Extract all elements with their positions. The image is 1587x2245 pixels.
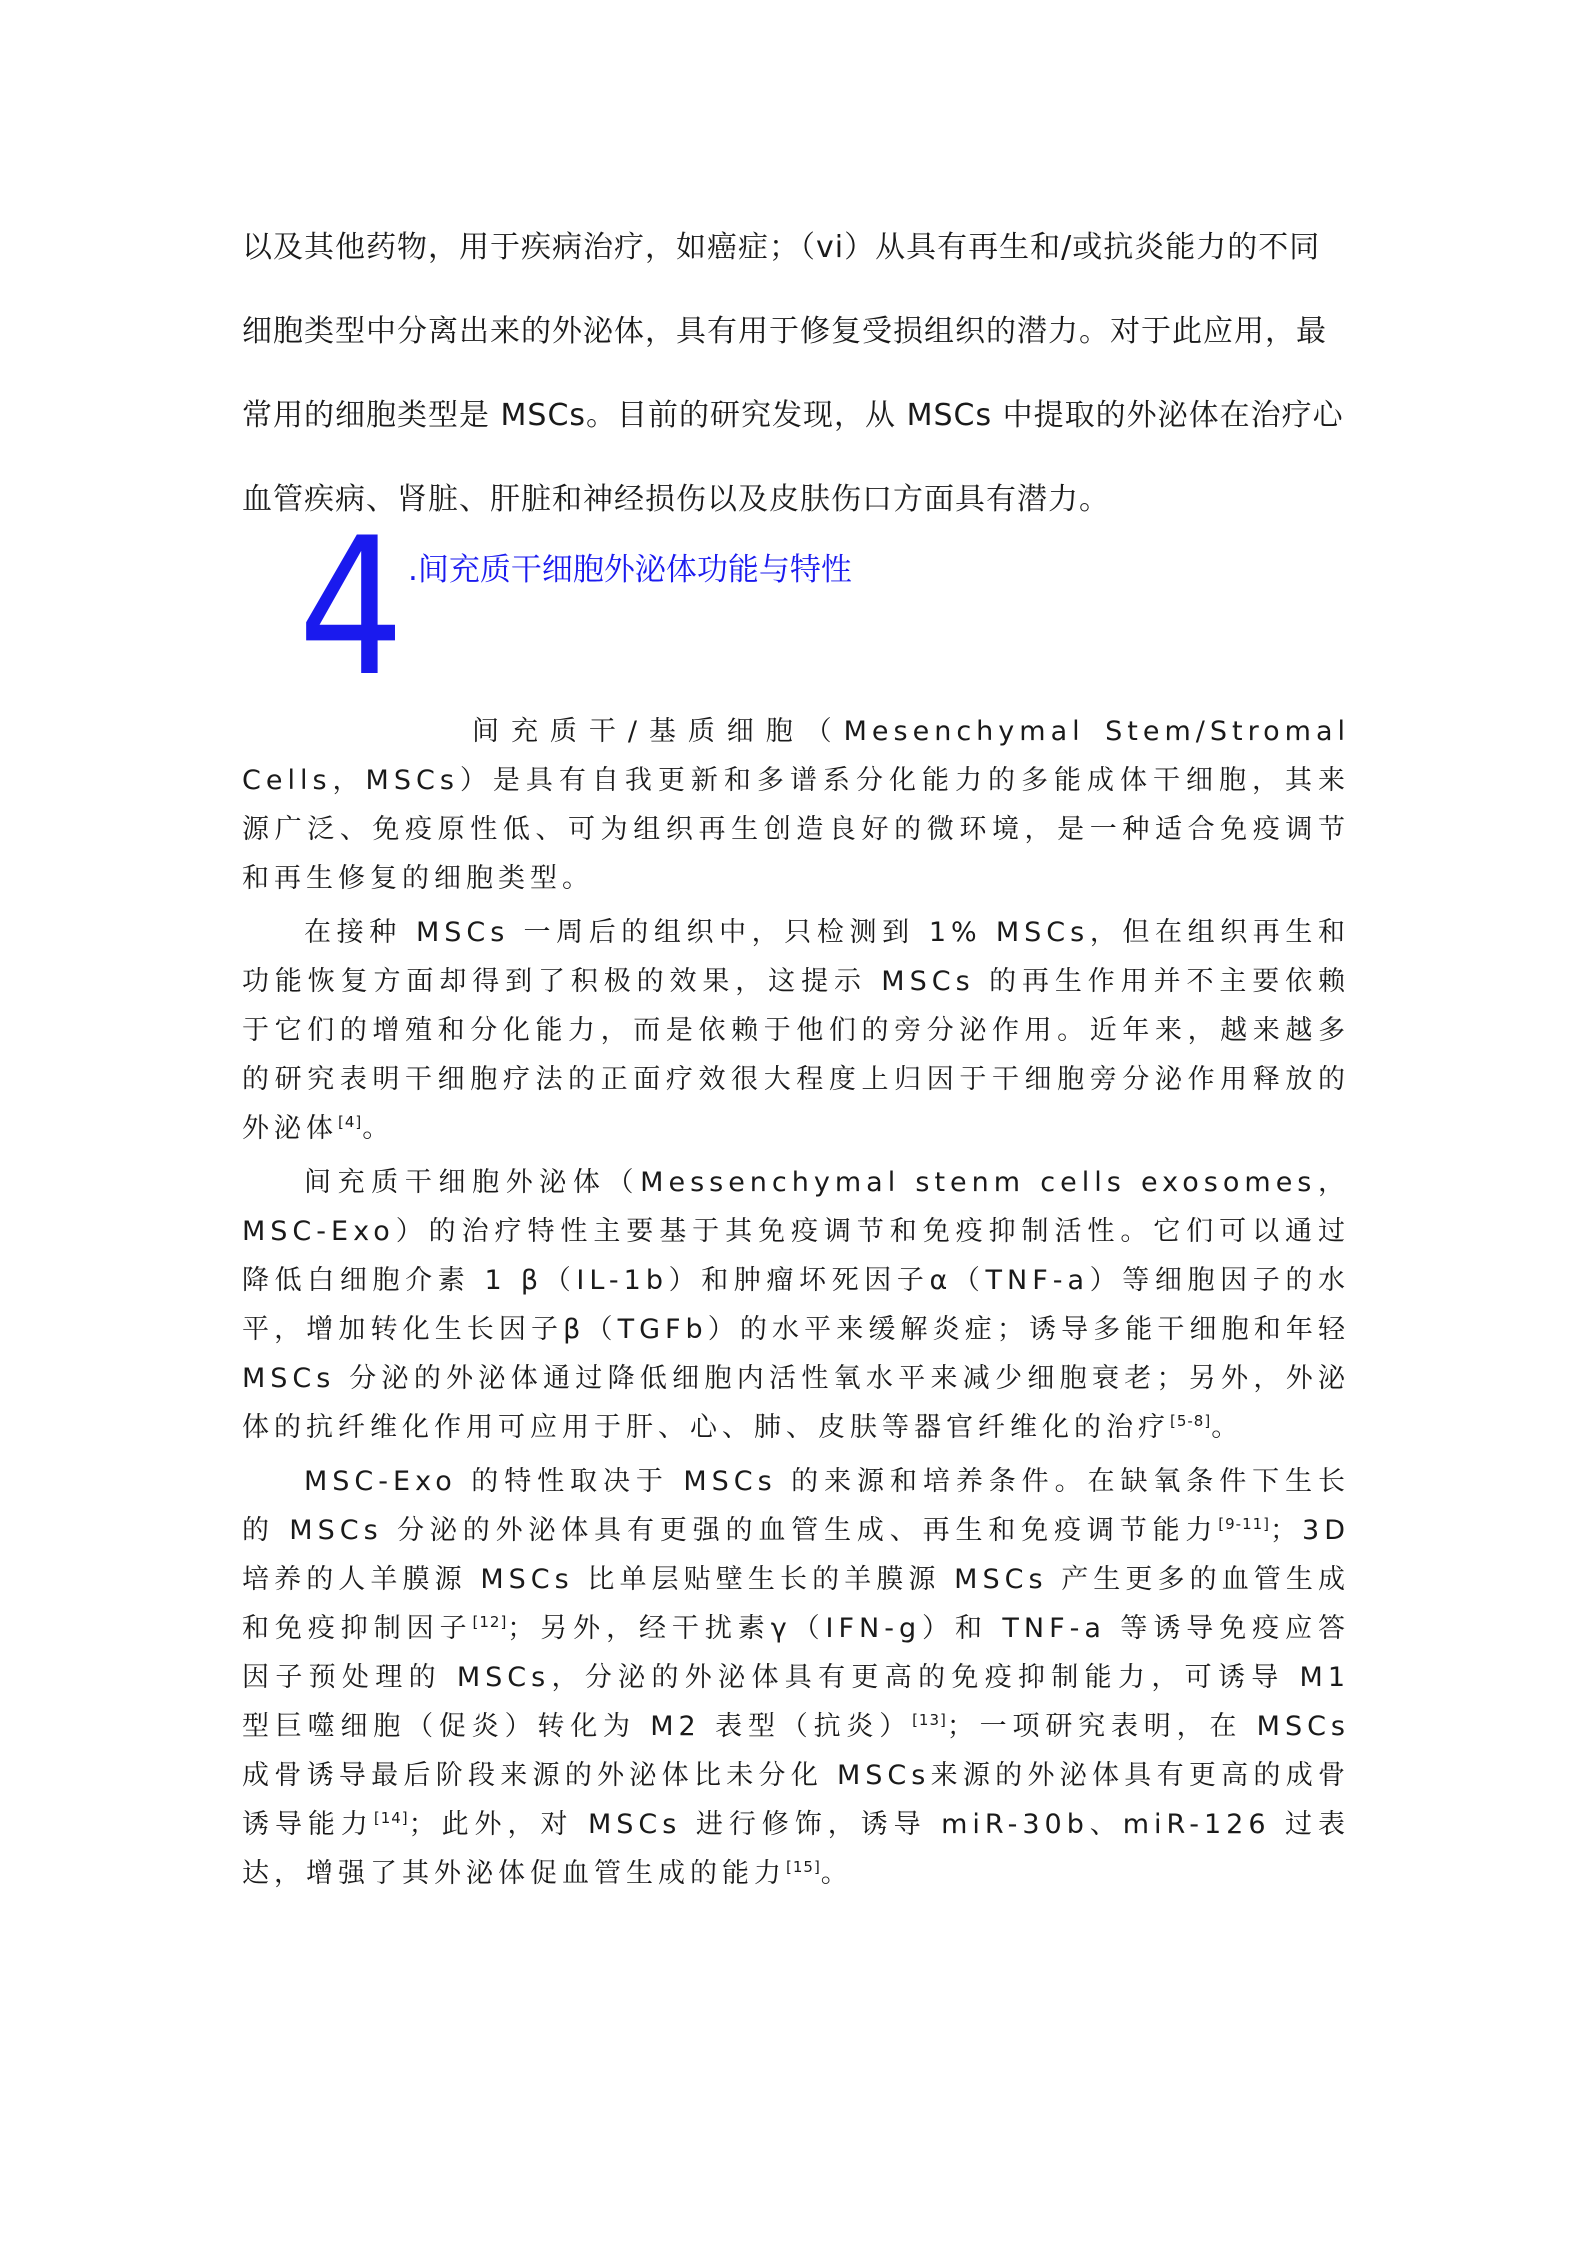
section-body xyxy=(242,707,1350,1903)
paragraph-segment: ；3D 培养的人羊膜源 MSCs 比单层贴壁生长的羊膜源 MSCs 产生更多的血管生成和免疫抑制因子 xyxy=(242,1515,1350,1644)
citation-ref: [4] xyxy=(338,1113,363,1131)
paragraph-text: 间充质干细胞外泌体（Messenchymal stenm cells exosomes，MSC-Exo）的治疗特性主要基于其免疫调节和免疫抑制活性。它们可以通过降低白细胞介素 1 β（IL-1b）和肿瘤坏死因子α（TNF-a）等细胞因子的水平，增加转化生长因子β（TGFb）的水平来缓解炎症；诱导多能干细胞和年轻 MSCs 分泌的外泌体通过降低细胞内活性氧水平来减少细胞衰老；另外，外泌体的抗纤维化作用可应用于肝、心、肺、皮肤等器官纤维化的治疗 xyxy=(242,1167,1350,1443)
paragraph-end: 。 xyxy=(820,1858,853,1889)
intro-paragraph: 以及其他药物，用于疾病治疗，如癌症；（vi）从具有再生和/或抗炎能力的不同细胞类型中分离出来的外泌体，具有用于修复受损组织的潜力。对于此应用，最常用的细胞类型是 MSCs。目前的研究发现，从 MSCs 中提取的外泌体在治疗心血管疾病、肾脏、肝脏和神经损伤以及皮肤伤口方面具有潜力。 xyxy=(242,230,1344,517)
citation-ref: [9-11] xyxy=(1218,1515,1271,1533)
citation-ref: [15] xyxy=(786,1858,821,1876)
section-title: .间充质干细胞外泌体功能与特性 xyxy=(408,552,852,588)
paragraph-paracrine-effect xyxy=(242,908,1350,1153)
citation-ref: [14] xyxy=(373,1809,409,1827)
citation-ref: [5-8] xyxy=(1170,1412,1212,1430)
paragraph-therapeutic-properties xyxy=(242,1158,1350,1452)
paragraph-end: 。 xyxy=(362,1113,395,1144)
paragraph-segment: ；另外，经干扰素γ（IFN-g）和 TNF-a 等诱导免疫应答因子预处理的 MSCs，分泌的外泌体具有更高的免疫抑制能力，可诱导 M1 型巨噬细胞（促炎）转化为 M2 表型（抗炎） xyxy=(242,1613,1350,1742)
paragraph-end: 。 xyxy=(1211,1412,1244,1443)
section-number: 4 xyxy=(298,497,405,718)
paragraph-segment: ；此外，对 MSCs 进行修饰，诱导 miR-30b、miR-126 过表达，增强了其外泌体促血管生成的能力 xyxy=(242,1809,1351,1889)
paragraph-mscs-definition: 间充质干/基质细胞（Mesenchymal Stem/Stromal Cells，MSCs）是具有自我更新和多谱系分化能力的多能成体干细胞，其来源广泛、免疫原性低、可为组织再生创造良好的微环境，是一种适合免疫调节和再生修复的细胞类型。 xyxy=(242,716,1350,894)
citation-ref: [12] xyxy=(472,1613,508,1631)
paragraph-source-and-culture xyxy=(242,1457,1350,1898)
paragraph-segment: ；一项研究表明，在 MSCs成骨诱导最后阶段来源的外泌体比未分化 MSCs来源的外泌体具有更高的成骨诱导能力 xyxy=(242,1711,1351,1840)
paragraph-text: 在接种 MSCs 一周后的组织中，只检测到 1% MSCs，但在组织再生和功能恢复方面却得到了积极的效果，这提示 MSCs 的再生作用并不主要依赖于它们的增殖和分化能力，而是依赖于他们的旁分泌作用。近年来，越来越多的研究表明干细胞疗法的正面疗效很大程度上归因于干细胞旁分泌作用释放的外泌体 xyxy=(242,917,1350,1144)
citation-ref: [13] xyxy=(912,1711,947,1729)
paragraph-segment: MSC-Exo 的特性取决于 MSCs 的来源和培养条件。在缺氧条件下生长的 MSCs 分泌的外泌体具有更强的血管生成、再生和免疫调节能力 xyxy=(242,1466,1350,1546)
